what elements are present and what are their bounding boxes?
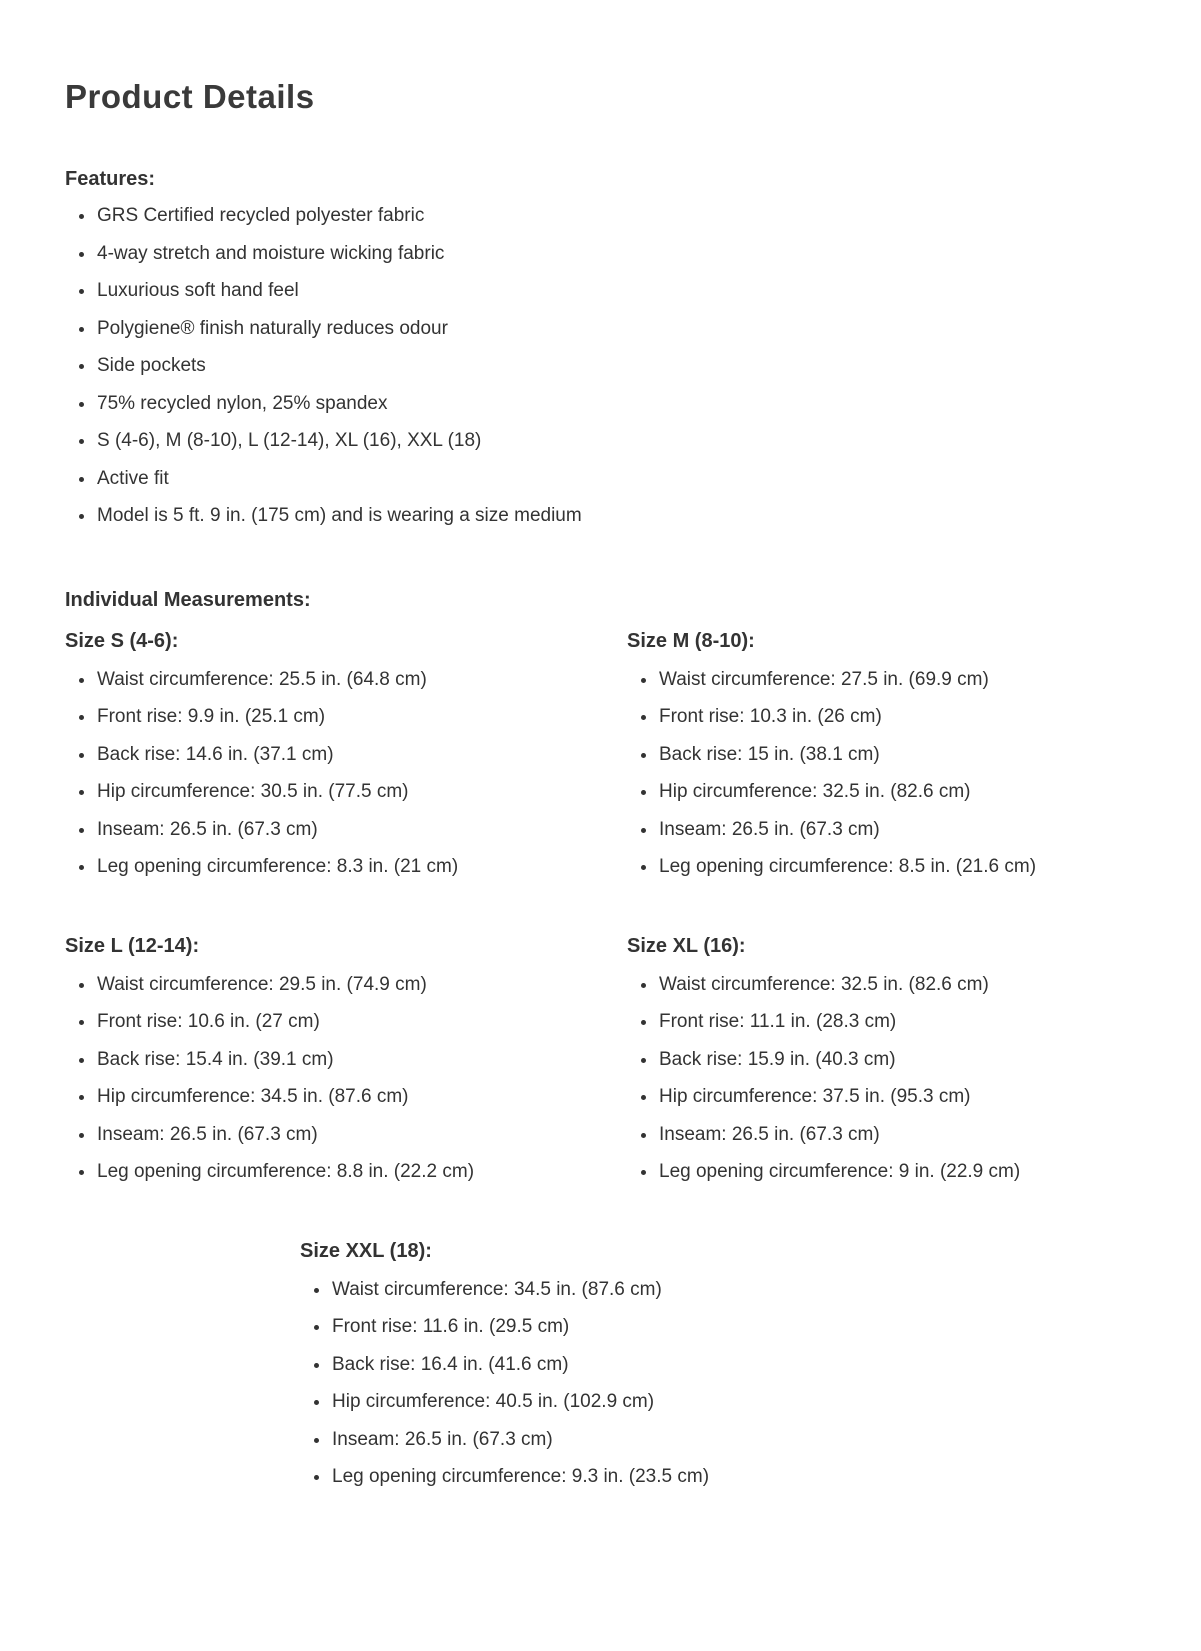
features-list (65, 197, 1181, 535)
feature-item: • S (4-6), M (8-10), L (12-14), XL (16), XXL (18) (96, 422, 1181, 460)
measurement-item: • Back rise: 15 in. (38.1 cm) (658, 736, 1181, 774)
size-m-list (627, 661, 1181, 886)
measurement-item: • Leg opening circumference: 9 in. (22.9 cm) (658, 1153, 1181, 1191)
measurement-item: • Waist circumference: 32.5 in. (82.6 cm) (658, 966, 1181, 1004)
size-section-xxl (300, 1238, 1181, 1496)
feature-item: • Active fit (96, 460, 1181, 498)
measurement-item: • Waist circumference: 27.5 in. (69.9 cm) (658, 661, 1181, 699)
size-section-m (627, 628, 1181, 886)
measurement-item: • Leg opening circumference: 8.8 in. (22.2 cm) (96, 1153, 627, 1191)
measurement-item: • Hip circumference: 32.5 in. (82.6 cm) (658, 773, 1181, 811)
feature-item: • 4-way stretch and moisture wicking fabric (96, 235, 1181, 273)
size-xxl-list (300, 1271, 1181, 1496)
measurement-item: • Back rise: 14.6 in. (37.1 cm) (96, 736, 627, 774)
size-section-s (65, 628, 627, 886)
feature-item: • 75% recycled nylon, 25% spandex (96, 385, 1181, 423)
measurement-item: • Hip circumference: 40.5 in. (102.9 cm) (331, 1383, 1181, 1421)
measurement-item: • Front rise: 9.9 in. (25.1 cm) (96, 698, 627, 736)
size-xl-heading: Size XL (16): (627, 934, 746, 957)
size-l-heading: Size L (12-14): (65, 934, 200, 957)
size-section-xl (627, 933, 1181, 1191)
measurement-item: • Waist circumference: 34.5 in. (87.6 cm) (331, 1271, 1181, 1309)
measurement-item: • Inseam: 26.5 in. (67.3 cm) (331, 1421, 1181, 1459)
product-details-page (0, 78, 1201, 1496)
sizes-grid (65, 628, 1181, 1191)
size-s-heading: Size S (4-6): (65, 629, 179, 652)
measurement-item: • Front rise: 10.6 in. (27 cm) (96, 1003, 627, 1041)
size-m-heading: Size M (8-10): (627, 629, 755, 652)
page-title: Product Details (65, 78, 315, 115)
measurement-item: • Inseam: 26.5 in. (67.3 cm) (658, 1116, 1181, 1154)
measurement-item: • Back rise: 15.4 in. (39.1 cm) (96, 1041, 627, 1079)
feature-item: • Polygiene® finish naturally reduces odour (96, 310, 1181, 348)
size-xl-list (627, 966, 1181, 1191)
measurement-item: • Front rise: 10.3 in. (26 cm) (658, 698, 1181, 736)
measurement-item: • Leg opening circumference: 9.3 in. (23.5 cm) (331, 1458, 1181, 1496)
measurement-item: • Front rise: 11.6 in. (29.5 cm) (331, 1308, 1181, 1346)
features-heading: Features: (65, 168, 156, 190)
size-s-list (65, 661, 627, 886)
measurement-item: • Inseam: 26.5 in. (67.3 cm) (658, 811, 1181, 849)
measurement-item: • Waist circumference: 29.5 in. (74.9 cm) (96, 966, 627, 1004)
feature-item: • GRS Certified recycled polyester fabric (96, 197, 1181, 235)
measurement-item: • Leg opening circumference: 8.5 in. (21.6 cm) (658, 848, 1181, 886)
measurement-item: • Front rise: 11.1 in. (28.3 cm) (658, 1003, 1181, 1041)
measurement-item: • Back rise: 15.9 in. (40.3 cm) (658, 1041, 1181, 1079)
feature-item: • Side pockets (96, 347, 1181, 385)
measurement-item: • Inseam: 26.5 in. (67.3 cm) (96, 811, 627, 849)
feature-item: • Luxurious soft hand feel (96, 272, 1181, 310)
features-section (65, 166, 1181, 535)
size-section-l (65, 933, 627, 1191)
size-l-list (65, 966, 627, 1191)
measurement-item: • Hip circumference: 34.5 in. (87.6 cm) (96, 1078, 627, 1116)
measurement-item: • Hip circumference: 37.5 in. (95.3 cm) (658, 1078, 1181, 1116)
feature-item: • Model is 5 ft. 9 in. (175 cm) and is wearing a size medium (96, 497, 1181, 535)
measurement-item: • Leg opening circumference: 8.3 in. (21 cm) (96, 848, 627, 886)
measurement-item: • Hip circumference: 30.5 in. (77.5 cm) (96, 773, 627, 811)
measurement-item: • Back rise: 16.4 in. (41.6 cm) (331, 1346, 1181, 1384)
size-xxl-heading: Size XXL (18): (300, 1239, 432, 1262)
measurements-heading: Individual Measurements: (65, 588, 311, 611)
measurement-item: • Waist circumference: 25.5 in. (64.8 cm) (96, 661, 627, 699)
measurement-item: • Inseam: 26.5 in. (67.3 cm) (96, 1116, 627, 1154)
